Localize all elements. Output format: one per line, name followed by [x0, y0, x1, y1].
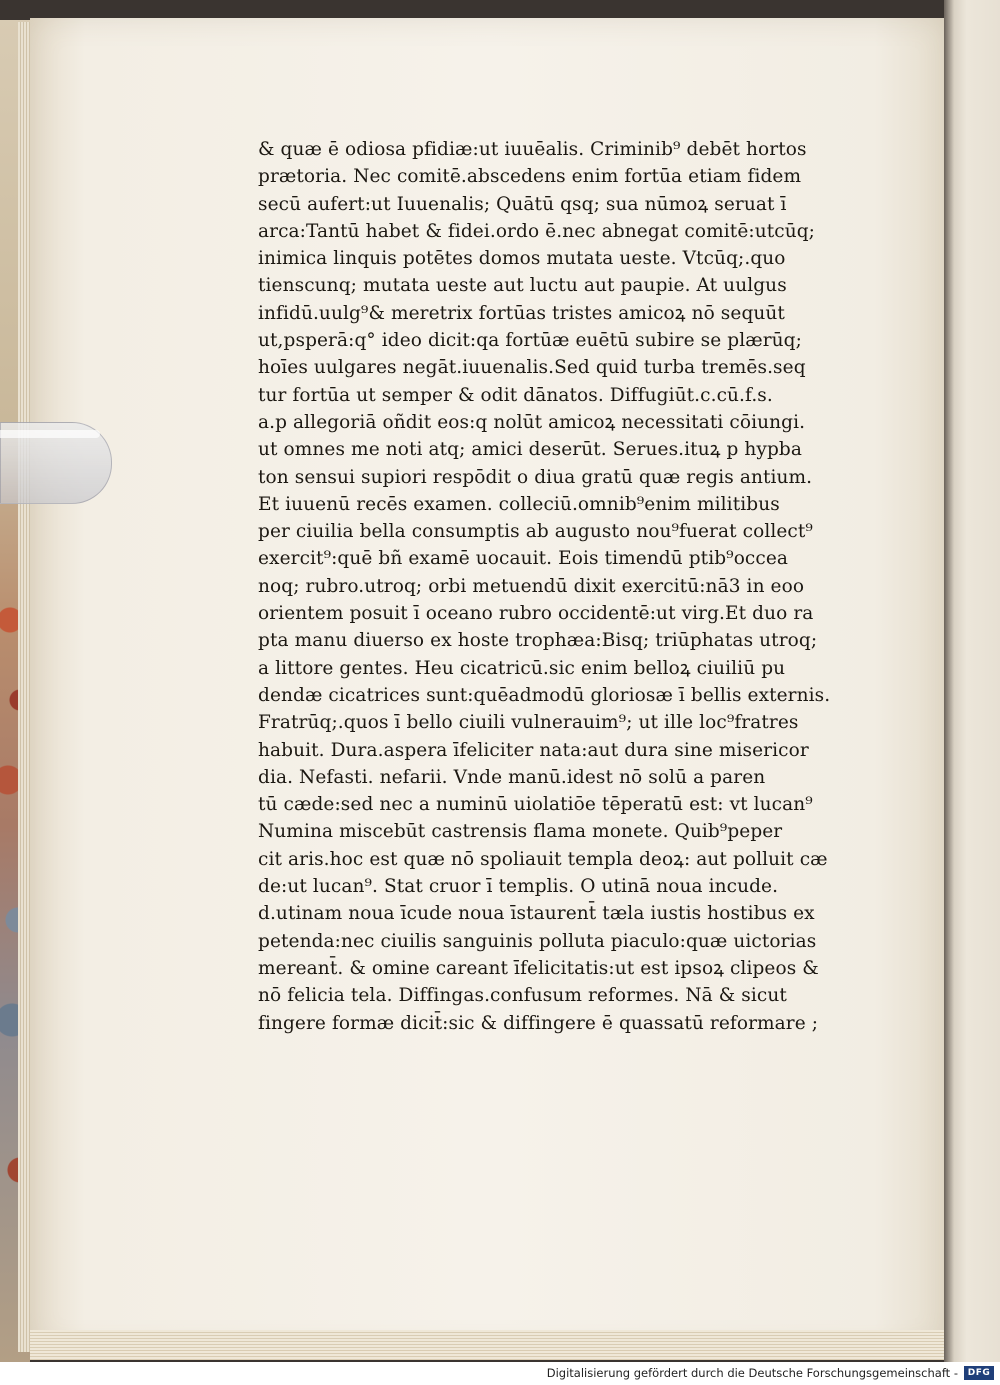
text-line: mereant̄. & omine careant īfelicitatis:ut est ipsoꝝ clipeos & — [258, 957, 819, 979]
page-holder-clip-highlight — [0, 430, 100, 438]
text-line: ut,psperā:q° ideo dicit:qa fortūæ euētū subire se plærūq; — [258, 330, 802, 352]
text-line: exercit⁹:quē bñ examē uocauit. Eois timendū ptib⁹occea — [258, 548, 789, 570]
text-line: ut omnes me noti atq; amici deserūt. Serues.ituꝝ p hypba — [258, 439, 803, 461]
text-line: Numina miscebūt castrensis flama monete. Quib⁹peper — [258, 821, 783, 843]
text-line: de:ut lucan⁹. Stat cruor ī templis. O utinā noua incude. — [258, 876, 779, 898]
text-line: pta manu diuerso ex hoste trophæa:Bisq; triūphatas utroq; — [258, 630, 818, 652]
funding-credit: Digitalisierung gefördert durch die Deutsche Forschungsgemeinschaft - — [546, 1366, 958, 1380]
text-line: Fratrūq;.quos ī bello ciuili vulnerauim⁹; ut ille loc⁹fratres — [258, 712, 799, 734]
text-line: nō felicia tela. Diffingas.confusum reformes. Nā & sicut — [258, 985, 787, 1007]
text-line: habuit. Dura.aspera īfeliciter nata:aut dura sine misericor — [258, 739, 809, 761]
text-line: d.utinam noua īcude noua īstaurent̄ tæla iustis hostibus ex — [258, 903, 815, 925]
text-line: per ciuilia bella consumptis ab augusto nou⁹fuerat collect⁹ — [258, 521, 813, 543]
text-line: infidū.uulg⁹& meretrix fortūas tristes amicoꝝ nō sequūt — [258, 302, 785, 324]
text-line: cit aris.hoc est quæ nō spoliauit templa deoꝝ: aut polluit cæ — [258, 848, 828, 870]
page-stack-bottom — [30, 1330, 960, 1360]
digitization-footer — [0, 1362, 1000, 1385]
text-line: hoīes uulgares negāt.iuuenalis.Sed quid turba tremēs.seq — [258, 357, 806, 379]
text-line: petenda:nec ciuilis sanguinis polluta piaculo:quæ uictorias — [258, 930, 817, 952]
text-line: dendæ cicatrices sunt:quēadmodū gloriosæ ī bellis externis. — [258, 684, 831, 706]
text-line: arca:Tantū habet & fidei.ordo ē.nec abnegat comitē:utcūq; — [258, 220, 815, 242]
text-line: & quæ ē odiosa pfidiæ:ut iuuēalis. Criminib⁹ debēt hortos — [258, 139, 807, 160]
text-line: tū cæde:sed nec a numinū uiolatiōe tēperatū est: vt lucan⁹ — [258, 794, 813, 816]
text-line: noq; rubro.utroq; orbi metuendū dixit exercitū:nā3 in eoo — [258, 575, 805, 597]
text-line: Et iuuenū recēs examen. colleciū.omnib⁹enim militibus — [258, 493, 780, 515]
printed-text-block — [258, 136, 848, 1037]
text-line: a littore gentes. Heu cicatricū.sic enim belloꝝ ciuiliū pu — [258, 657, 786, 679]
text-line: ton sensui supiori respōdit o diua gratū quæ regis antium. — [258, 466, 813, 488]
text-line: tienscunq; mutata ueste aut luctu aut paupie. At uulgus — [258, 275, 787, 297]
text-line: dia. Nefasti. nefarii. Vnde manū.idest nō solū a paren — [258, 766, 766, 788]
text-line: prætoria. Nec comitē.abscedens enim fortūa etiam fidem — [258, 166, 802, 188]
text-line: tur fortūa ut semper & odit dānatos. Diffugiūt.c.cū.f.s. — [258, 384, 773, 406]
dfg-logo: DFG — [964, 1366, 994, 1380]
text-line: secū aufert:ut Iuuenalis; Quātū qsq; sua nūmoꝝ seruat ī — [258, 193, 787, 215]
text-line: orientem posuit ī oceano rubro occidentē:ut virg.Et duo ra — [258, 603, 814, 625]
text-line: inimica linquis potētes domos mutata ueste. Vtcūq;.quo — [258, 248, 786, 270]
text-line: fingere formæ dicit̄:sic & diffingere ē quassatū reformare ; — [258, 1012, 819, 1034]
facing-page-edge — [944, 0, 1000, 1362]
text-line: a.p allegoriā oñdit eos:q nolūt amicoꝝ necessitati cōiungi. — [258, 411, 806, 433]
